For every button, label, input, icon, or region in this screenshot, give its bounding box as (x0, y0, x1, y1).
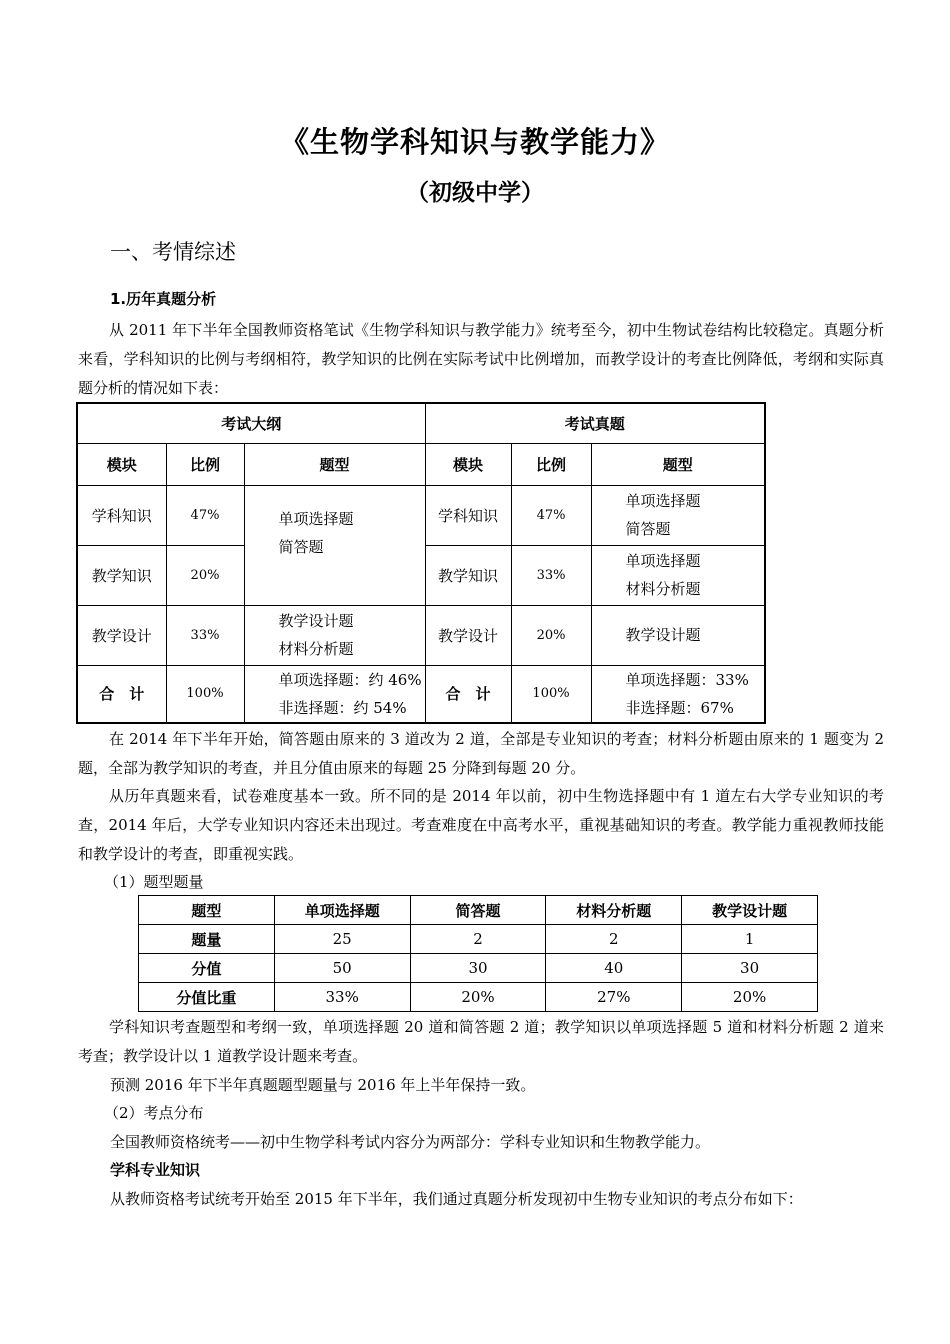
cell-line: 材料分析题 (625, 580, 701, 598)
table-cell (591, 545, 765, 605)
table-cell: 20% (410, 983, 546, 1012)
table-cell: 合 计 (77, 665, 166, 723)
cell-line: 简答题 (278, 538, 324, 556)
col-type: 题型 (591, 443, 765, 485)
table-cell: 27% (546, 983, 682, 1012)
table-cell: 33% (166, 605, 244, 665)
table-cell: 2 (410, 925, 546, 954)
paragraph: 学科知识考查题型和考纲一致，单项选择题 20 道和简答题 2 道；教学知识以单项选择题 5 道和材料分析题 2 道来考查；教学设计以 1 道教学设计题来考查。 (78, 1018, 884, 1065)
subsection-heading: 1.历年真题分析 (110, 290, 217, 308)
table-cell: 100% (511, 665, 591, 723)
col-type: 题型 (244, 443, 425, 485)
table-cell: 教学知识 (77, 545, 166, 605)
page-subtitle: （初级中学） (406, 180, 544, 206)
intro-paragraph: 从 2011 年下半年全国教师资格笔试《生物学科知识与教学能力》统考至今，初中生物试卷结构比较稳定。真题分析来看，学科知识的比例与考纲相符，教学知识的比例在实际考试中比例增加，而教学设计的考查比例降低，考纲和实际真题分析的情况如下表： (78, 321, 884, 397)
table-cell: 分值 (139, 954, 275, 983)
table-cell (591, 485, 765, 545)
table-row (139, 925, 818, 954)
table-cell: 题量 (139, 925, 275, 954)
header-real: 考试真题 (425, 403, 765, 443)
paragraph: 在 2014 年下半年开始，简答题由原来的 3 道改为 2 道，全部是专业知识的考查；材料分析题由原来的 1 题变为 2 题，全部为教学知识的考查，并且分值由原来的每题 25 分降到每题 20 分。 (78, 730, 884, 777)
table-cell: 1 (682, 925, 818, 954)
exam-structure-table (76, 402, 766, 724)
table-cell (591, 665, 765, 723)
subheading: 学科专业知识 (110, 1161, 201, 1179)
paragraph: 从历年真题来看，试卷难度基本一致。所不同的是 2014 年以前，初中生物选择题中有 1 道左右大学专业知识的考查，2014 年后，大学专业知识内容还未出现过。考查难度在中高考水平，重视基础知识的考查。教学能力重视教师技能和教学设计的考查，即重视实践。 (78, 787, 884, 863)
table-header-cell: 材料分析题 (546, 896, 682, 925)
table-header-cell: 题型 (139, 896, 275, 925)
table-cell: 33% (511, 545, 591, 605)
cell-line: 材料分析题 (278, 640, 354, 658)
table-row (139, 983, 818, 1012)
table-cell: 教学设计 (77, 605, 166, 665)
table-cell: 33% (274, 983, 410, 1012)
paragraph: 全国教师资格统考——初中生物学科考试内容分为两部分：学科专业知识和生物教学能力。 (110, 1133, 711, 1151)
table-cell: 学科知识 (77, 485, 166, 545)
subheading: （1）题型题量 (104, 873, 204, 891)
paragraph: 从教师资格考试统考开始至 2015 年下半年，我们通过真题分析发现初中生物专业知识的考点分布如下： (110, 1190, 803, 1208)
table-cell: 20% (166, 545, 244, 605)
cell-line: 非选择题：约 54% (278, 698, 407, 717)
page-title: 《生物学科知识与教学能力》 (279, 125, 670, 159)
table-cell (244, 605, 425, 665)
col-ratio: 比例 (511, 443, 591, 485)
col-module: 模块 (77, 443, 166, 485)
col-ratio: 比例 (166, 443, 244, 485)
col-module: 模块 (425, 443, 511, 485)
table-header-cell: 单项选择题 (274, 896, 410, 925)
subheading: （2）考点分布 (104, 1104, 204, 1122)
table-cell (244, 665, 425, 723)
table-header-cell: 简答题 (410, 896, 546, 925)
table-cell: 教学知识 (425, 545, 511, 605)
cell-line: 单项选择题 (278, 510, 354, 528)
table-cell: 47% (511, 485, 591, 545)
cell-line: 单项选择题：约 46% (278, 670, 422, 689)
table-cell: 30 (410, 954, 546, 983)
table-cell: 25 (274, 925, 410, 954)
cell-line: 单项选择题 (625, 552, 701, 570)
table-cell: 教学设计题 (591, 605, 765, 665)
table-cell: 2 (546, 925, 682, 954)
cell-line: 单项选择题：33% (625, 670, 749, 689)
table-cell: 学科知识 (425, 485, 511, 545)
cell-line: 非选择题：67% (625, 698, 734, 717)
section-heading: 一、考情综述 (110, 240, 236, 264)
table-cell: 100% (166, 665, 244, 723)
cell-line: 简答题 (625, 520, 671, 538)
cell-line: 教学设计题 (278, 612, 354, 630)
cell-line: 单项选择题 (625, 492, 701, 510)
table-cell: 20% (682, 983, 818, 1012)
table-cell (244, 485, 425, 605)
table-cell: 分值比重 (139, 983, 275, 1012)
table-cell: 20% (511, 605, 591, 665)
table-cell: 30 (682, 954, 818, 983)
table-header-cell: 教学设计题 (682, 896, 818, 925)
table-cell: 50 (274, 954, 410, 983)
question-type-table (138, 895, 818, 1012)
table-cell: 合 计 (425, 665, 511, 723)
table-row (139, 954, 818, 983)
paragraph: 预测 2016 年下半年真题题型题量与 2016 年上半年保持一致。 (110, 1076, 536, 1094)
table-cell: 40 (546, 954, 682, 983)
table-cell: 教学设计 (425, 605, 511, 665)
table-cell: 47% (166, 485, 244, 545)
header-outline: 考试大纲 (77, 403, 425, 443)
